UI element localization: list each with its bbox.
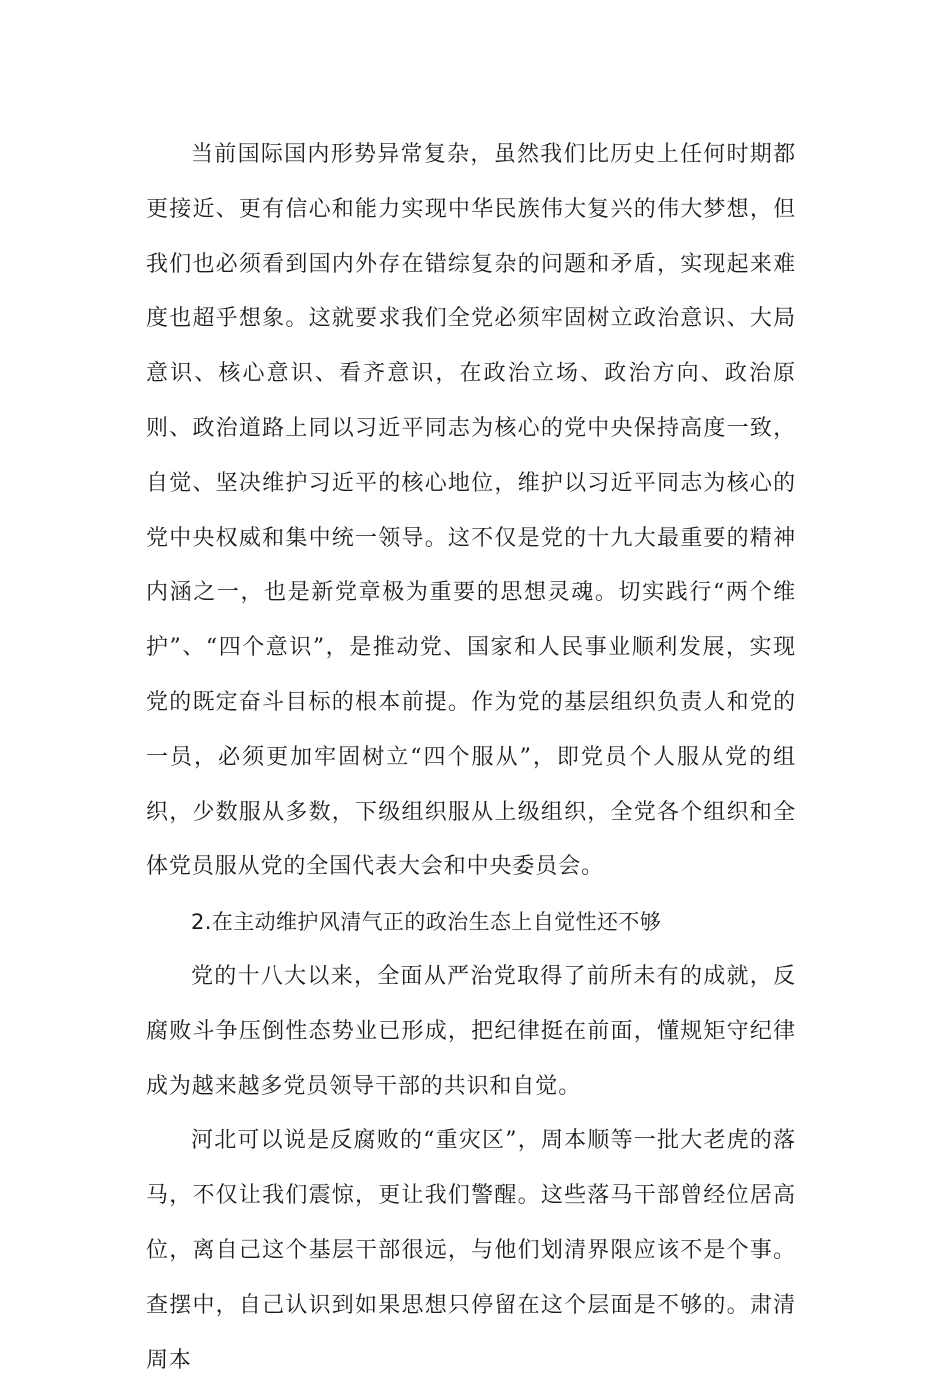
section-heading-political-ecology: 2.在主动维护风清气正的政治生态上自觉性还不够 — [191, 910, 662, 935]
paragraph-anti-corruption: 党的十八大以来，全面从严治党取得了前所未有的成就，反腐败斗争压倒性态势业已形成，把纪律挺在前面，懂规矩守纪律成为越来越多党员领导干部的共识和自觉。 — [146, 963, 796, 1099]
paragraph-hebei: 河北可以说是反腐败的“重灾区”，周本顺等一批大老虎的落马，不仅让我们震惊，更让我们警醒。这些落马干部曾经位居高位，离自己这个基层干部很远，与他们划清界限应该不是个事。查摆中，自己认识到如果思想只停留在这个层面是不够的。肃清周本 — [146, 1128, 796, 1373]
document-body — [146, 128, 796, 1388]
paragraph-political-awareness: 当前国际国内形势异常复杂，虽然我们比历史上任何时期都更接近、更有信心和能力实现中华民族伟大复兴的伟大梦想，但我们也必须看到国内外存在错综复杂的问题和矛盾，实现起来难度也超乎想象。这就要求我们全党必须牢固树立政治意识、大局意识、核心意识、看齐意识，在政治立场、政治方向、政治原则、政治道路上同以习近平同志为核心的党中央保持高度一致，自觉、坚决维护习近平的核心地位，维护以习近平同志为核心的党中央权威和集中统一领导。这不仅是党的十九大最重要的精神内涵之一，也是新党章极为重要的思想灵魂。切实践行“两个维护”、“四个意识”，是推动党、国家和人民事业顺利发展，实现党的既定奋斗目标的根本前提。作为党的基层组织负责人和党的一员，必须更加牢固树立“四个服从”，即党员个人服从党的组织，少数服从多数，下级组织服从上级组织，全党各个组织和全体党员服从党的全国代表大会和中央委员会。 — [146, 142, 796, 880]
